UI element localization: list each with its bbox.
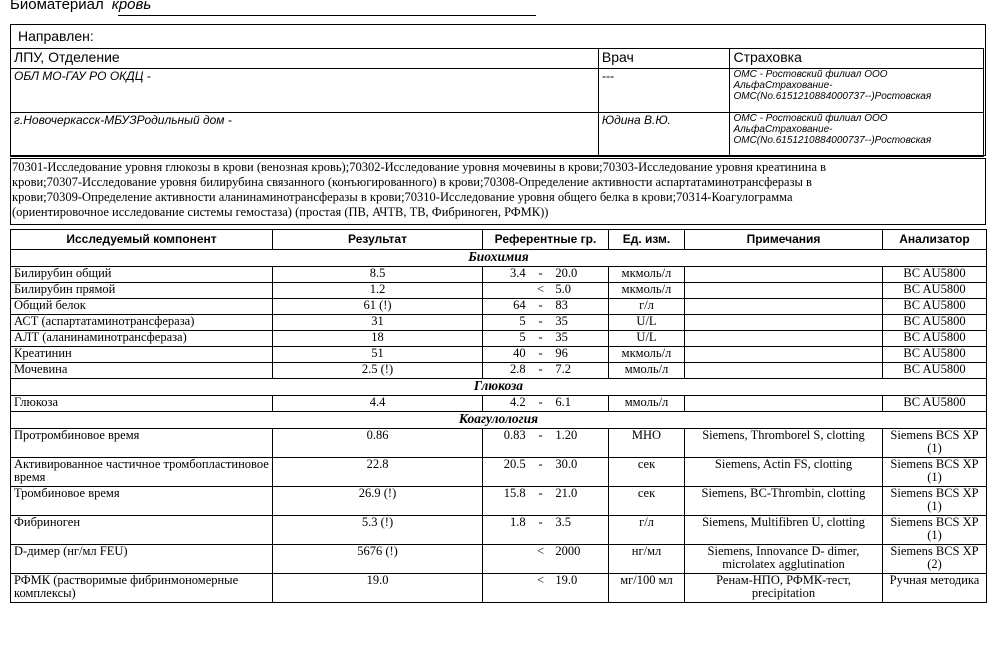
reference-low: 0.83 (503, 428, 526, 442)
reference-range (483, 574, 609, 603)
referral-doctor: Юдина В.Ю. (598, 113, 730, 157)
result-value: 5676 (!) (273, 545, 483, 574)
result-value: 8.5 (273, 267, 483, 283)
result-value: 1.2 (273, 283, 483, 299)
component-name: АЛТ (аланинаминотрансфераза) (11, 331, 273, 347)
unit: ммоль/л (609, 396, 685, 412)
result-row (11, 574, 987, 603)
analyzer: BC AU5800 (883, 267, 987, 283)
unit: ммоль/л (609, 363, 685, 379)
reference-separator: - (538, 330, 543, 344)
analyzer: BC AU5800 (883, 347, 987, 363)
referral-insurance: ОМС - Ростовский филиал ООО АльфаСтрахование- ОМС(No.6151210884000737--)Ростовская (730, 69, 984, 113)
section-row (11, 379, 987, 396)
note (685, 283, 883, 299)
unit: мкмоль/л (609, 267, 685, 283)
reference-high: 2000 (555, 544, 581, 558)
result-value: 19.0 (273, 574, 483, 603)
note (685, 299, 883, 315)
header-unit: Ед. изм. (609, 230, 685, 250)
result-value: 5.3 (!) (273, 516, 483, 545)
result-row (11, 347, 987, 363)
section-title: Глюкоза (11, 379, 987, 396)
component-name: АСТ (аспартатаминотрансфераза) (11, 315, 273, 331)
note: Siemens, Actin FS, clotting (685, 458, 883, 487)
note: Siemens, Innovance D- dimer, microlatex agglutination (685, 545, 883, 574)
component-name: Билирубин общий (11, 267, 273, 283)
result-value: 61 (!) (273, 299, 483, 315)
unit: нг/мл (609, 545, 685, 574)
reference-low (486, 574, 526, 587)
note: Siemens, Multifibren U, clotting (685, 516, 883, 545)
component-name: Билирубин прямой (11, 283, 273, 299)
reference-high: 21.0 (555, 486, 578, 500)
services-line: 70301-Исследование уровня глюкозы в крови (венозная кровь);70302-Исследование уровня мочевины в крови;70303-Исследование уровня креатинина в (12, 160, 827, 174)
result-value: 22.8 (273, 458, 483, 487)
reference-high: 6.1 (555, 395, 572, 409)
component-name: РФМК (растворимые фибринмономерные комплексы) (11, 574, 273, 603)
reference-separator: < (537, 282, 545, 296)
referral-lpu: ОБЛ МО-ГАУ РО ОКДЦ - (11, 69, 599, 113)
component-name: Активированное частичное тромбопластиновое время (11, 458, 273, 487)
results-table (10, 229, 987, 603)
note (685, 347, 883, 363)
reference-separator: < (537, 544, 545, 558)
unit: U/L (609, 315, 685, 331)
result-row (11, 396, 987, 412)
reference-high: 35 (555, 314, 568, 328)
result-value: 4.4 (273, 396, 483, 412)
result-row (11, 283, 987, 299)
reference-high: 96 (555, 346, 568, 360)
analyzer: Siemens BCS XP (2) (883, 545, 987, 574)
result-value: 18 (273, 331, 483, 347)
note (685, 331, 883, 347)
result-row (11, 267, 987, 283)
reference-high: 3.5 (555, 515, 572, 529)
reference-high: 7.2 (555, 362, 572, 376)
component-name: Фибриноген (11, 516, 273, 545)
reference-range (483, 283, 609, 299)
reference-range (483, 299, 609, 315)
results-header-row (11, 230, 987, 250)
component-name: Общий белок (11, 299, 273, 315)
referral-header-doctor: Врач (598, 49, 730, 69)
analyzer: BC AU5800 (883, 331, 987, 347)
result-value: 31 (273, 315, 483, 331)
reference-range (483, 347, 609, 363)
header-component: Исследуемый компонент (11, 230, 273, 250)
biomaterial-underline (118, 15, 536, 16)
note: Ренам-НПО, РФМК-тест, precipitation (685, 574, 883, 603)
reference-low: 2.8 (510, 362, 526, 376)
reference-range (483, 487, 609, 516)
biomaterial-line (10, 0, 151, 13)
analyzer: Siemens BCS XP (1) (883, 516, 987, 545)
reference-low: 3.4 (510, 266, 526, 280)
section-title: Биохимия (11, 250, 987, 267)
reference-separator: - (538, 298, 543, 312)
analyzer: Siemens BCS XP (1) (883, 487, 987, 516)
reference-range (483, 363, 609, 379)
results-body (11, 250, 987, 603)
referral-doctor: --- (598, 69, 730, 113)
result-row (11, 458, 987, 487)
analyzer: Ручная методика (883, 574, 987, 603)
reference-range (483, 331, 609, 347)
note (685, 315, 883, 331)
reference-low: 5 (519, 314, 526, 328)
reference-range (483, 267, 609, 283)
reference-high: 19.0 (555, 573, 578, 587)
services-line: крови;70307-Исследование уровня билирубина связанного (конъюгированного) в крови;70308-Определение активности аспартатаминотрансферазы в (12, 175, 812, 189)
result-row (11, 516, 987, 545)
note (685, 363, 883, 379)
biomaterial-label: Биоматериал (10, 0, 104, 13)
result-row (11, 429, 987, 458)
reference-range (483, 545, 609, 574)
reference-range (483, 458, 609, 487)
header-reference: Референтные гр. (483, 230, 609, 250)
note: Siemens, BC-Thrombin, clotting (685, 487, 883, 516)
services-list (10, 158, 986, 225)
result-value: 0.86 (273, 429, 483, 458)
result-row (11, 363, 987, 379)
unit: U/L (609, 331, 685, 347)
reference-high: 83 (555, 298, 568, 312)
component-name: Креатинин (11, 347, 273, 363)
result-value: 2.5 (!) (273, 363, 483, 379)
referral-table (10, 48, 984, 157)
result-value: 51 (273, 347, 483, 363)
analyzer: BC AU5800 (883, 396, 987, 412)
header-result: Результат (273, 230, 483, 250)
reference-range (483, 429, 609, 458)
component-name: Глюкоза (11, 396, 273, 412)
services-line: крови;70309-Определение активности аланинаминотрансферазы в крови;70310-Исследование уровня общего белка в крови;70314-Коагулограмма (12, 190, 793, 204)
component-name: Тромбиновое время (11, 487, 273, 516)
reference-high: 5.0 (555, 282, 572, 296)
result-row (11, 487, 987, 516)
reference-low (486, 283, 526, 296)
analyzer: BC AU5800 (883, 315, 987, 331)
header-analyzer: Анализатор (883, 230, 987, 250)
analyzer: Siemens BCS XP (1) (883, 458, 987, 487)
reference-separator: - (538, 362, 543, 376)
reference-low: 64 (513, 298, 526, 312)
note (685, 396, 883, 412)
referral-box (10, 24, 986, 156)
analyzer: BC AU5800 (883, 363, 987, 379)
reference-separator: - (538, 395, 543, 409)
reference-separator: < (537, 573, 545, 587)
services-line: (ориентировочное исследование системы гемостаза) (простая (ПВ, АЧТВ, ТВ, Фибриноген, РФМК)) (12, 205, 549, 219)
reference-low: 15.8 (503, 486, 526, 500)
referral-row (11, 113, 984, 157)
reference-high: 35 (555, 330, 568, 344)
section-row (11, 250, 987, 267)
referral-header-lpu: ЛПУ, Отделение (11, 49, 599, 69)
referral-header-insurance: Страховка (730, 49, 984, 69)
component-name: D-димер (нг/мл FEU) (11, 545, 273, 574)
referral-title: Направлен: (18, 28, 94, 44)
referral-row (11, 69, 984, 113)
referral-lpu: г.Новочеркасск-МБУЗРодильный дом - (11, 113, 599, 157)
unit: сек (609, 458, 685, 487)
referral-insurance: ОМС - Ростовский филиал ООО АльфаСтрахование- ОМС(No.6151210884000737--)Ростовская (730, 113, 984, 157)
reference-separator: - (538, 314, 543, 328)
reference-range (483, 315, 609, 331)
result-row (11, 331, 987, 347)
note: Siemens, Thromborel S, clotting (685, 429, 883, 458)
reference-separator: - (538, 266, 543, 280)
result-value: 26.9 (!) (273, 487, 483, 516)
section-row (11, 412, 987, 429)
note (685, 267, 883, 283)
referral-header-row (11, 49, 984, 69)
reference-high: 20.0 (555, 266, 578, 280)
unit: мг/100 мл (609, 574, 685, 603)
section-title: Коагулология (11, 412, 987, 429)
result-row (11, 299, 987, 315)
reference-separator: - (538, 346, 543, 360)
reference-low: 1.8 (510, 515, 526, 529)
unit: МНО (609, 429, 685, 458)
analyzer: BC AU5800 (883, 299, 987, 315)
reference-low: 4.2 (510, 395, 526, 409)
unit: г/л (609, 516, 685, 545)
unit: мкмоль/л (609, 347, 685, 363)
reference-high: 30.0 (555, 457, 578, 471)
biomaterial-value: кровь (111, 0, 152, 13)
reference-low: 5 (519, 330, 526, 344)
unit: мкмоль/л (609, 283, 685, 299)
unit: г/л (609, 299, 685, 315)
analyzer: Siemens BCS XP (1) (883, 429, 987, 458)
result-row (11, 545, 987, 574)
reference-separator: - (538, 457, 543, 471)
unit: сек (609, 487, 685, 516)
reference-range (483, 516, 609, 545)
reference-separator: - (538, 515, 543, 529)
reference-high: 1.20 (555, 428, 578, 442)
reference-low: 20.5 (503, 457, 526, 471)
analyzer: BC AU5800 (883, 283, 987, 299)
reference-range (483, 396, 609, 412)
reference-low: 40 (513, 346, 526, 360)
reference-separator: - (538, 428, 543, 442)
result-row (11, 315, 987, 331)
reference-separator: - (538, 486, 543, 500)
component-name: Мочевина (11, 363, 273, 379)
reference-low (486, 545, 526, 558)
header-note: Примечания (685, 230, 883, 250)
component-name: Протромбиновое время (11, 429, 273, 458)
